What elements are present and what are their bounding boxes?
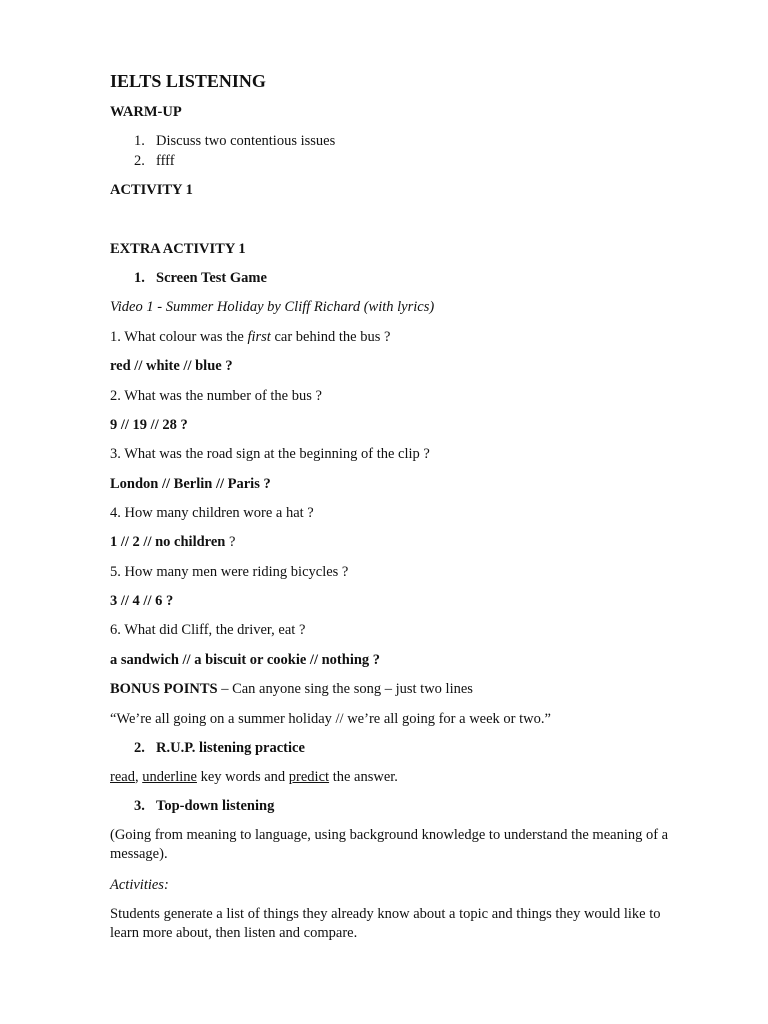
page-title: IELTS LISTENING xyxy=(110,71,266,91)
question-1-pre: 1. What colour was the xyxy=(110,329,248,345)
bonus-points-label: BONUS POINTS xyxy=(110,681,218,697)
top-down-description: (Going from meaning to language, using background knowledge to understand the meaning of a message). xyxy=(110,827,669,862)
warmup-item-1-text: Discuss two contentious issues xyxy=(156,133,336,149)
activities-label: Activities: xyxy=(110,877,169,893)
question-2: 2. What was the number of the bus ? xyxy=(110,388,322,404)
warmup-item-2-num: 2. xyxy=(134,153,145,169)
rup-mid: key words and xyxy=(196,769,289,785)
question-5: 5. How many men were riding bicycles ? xyxy=(110,564,349,580)
section-2-title: R.U.P. listening practice xyxy=(156,740,305,756)
question-4: 4. How many children wore a hat ? xyxy=(110,505,314,521)
question-1-post: car behind the bus ? xyxy=(270,329,391,345)
students-activity-text: Students generate a list of things they already know about a topic and things they would like to learn more about, then listen and compare. xyxy=(110,906,661,941)
answer-options-4-rest: ? xyxy=(225,534,236,550)
warmup-item-1 xyxy=(134,132,335,151)
section-1-heading xyxy=(134,269,267,288)
section-3-num: 3. xyxy=(134,798,145,814)
rup-read: read xyxy=(110,769,135,785)
answer-options-3: London // Berlin // Paris ? xyxy=(110,476,271,492)
rup-instruction xyxy=(110,768,680,787)
rup-end: the answer. xyxy=(329,769,398,785)
warmup-item-1-num: 1. xyxy=(134,133,145,149)
section-3-heading xyxy=(134,797,274,816)
answer-options-4 xyxy=(110,533,680,552)
section-2-heading xyxy=(134,739,305,758)
section-2-num: 2. xyxy=(134,740,145,756)
section-1-title: Screen Test Game xyxy=(156,270,267,286)
answer-options-4-bold: 1 // 2 // no children xyxy=(110,534,226,550)
rup-sep: , xyxy=(134,769,143,785)
bonus-points-text: – Can anyone sing the song – just two lines xyxy=(217,681,473,697)
bonus-points xyxy=(110,680,680,699)
answer-options-1: red // white // blue ? xyxy=(110,358,233,374)
warmup-item-2-text: ffff xyxy=(156,153,175,169)
extra-activity-heading: EXTRA ACTIVITY 1 xyxy=(110,241,246,257)
question-6: 6. What did Cliff, the driver, eat ? xyxy=(110,622,306,638)
rup-underline: underline xyxy=(142,769,197,785)
question-3: 3. What was the road sign at the beginning of the clip ? xyxy=(110,446,430,462)
section-3-title: Top-down listening xyxy=(156,798,275,814)
video-caption: Video 1 - Summer Holiday by Cliff Richard (with lyrics) xyxy=(110,299,435,315)
song-lyrics: “We’re all going on a summer holiday // we’re all going for a week or two.” xyxy=(110,711,551,727)
answer-options-5: 3 // 4 // 6 ? xyxy=(110,593,174,609)
activity1-heading: ACTIVITY 1 xyxy=(110,182,193,198)
question-1 xyxy=(110,328,680,347)
question-1-emphasis: first xyxy=(247,329,271,345)
answer-options-6: a sandwich // a biscuit or cookie // nothing ? xyxy=(110,652,381,668)
section-1-num: 1. xyxy=(134,270,145,286)
rup-predict: predict xyxy=(288,769,330,785)
warmup-heading: WARM-UP xyxy=(110,104,182,120)
answer-options-2: 9 // 19 // 28 ? xyxy=(110,417,188,433)
warmup-item-2 xyxy=(134,152,175,171)
